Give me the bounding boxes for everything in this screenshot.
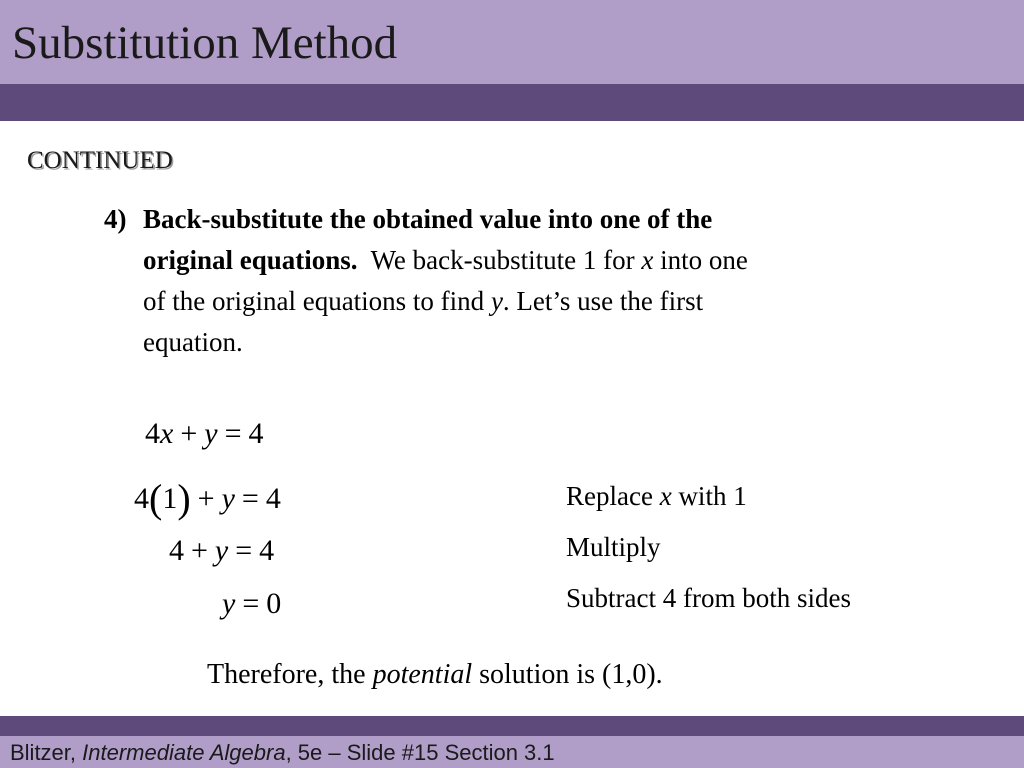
equation-2 xyxy=(134,476,281,521)
footer-citation xyxy=(10,742,555,764)
equation-1 xyxy=(145,419,264,449)
step-line4: equation. xyxy=(143,327,243,357)
conclusion-post: solution is (1,0). xyxy=(472,659,663,690)
conclusion xyxy=(207,661,663,689)
eq4-equals: = xyxy=(242,587,260,620)
equation-4 xyxy=(222,589,281,619)
title-divider-bar xyxy=(0,84,1024,121)
eq4-var-y: y xyxy=(222,587,236,620)
eq2-coef: 4 xyxy=(134,482,149,515)
eq1-equals: = xyxy=(224,417,242,450)
var-y: y xyxy=(490,286,503,316)
step-text-a: We back-substitute 1 for xyxy=(370,245,642,275)
eq1-var-y: y xyxy=(204,417,218,450)
footer-author: Blitzer, xyxy=(10,740,83,765)
note-subtract: Subtract 4 from both sides xyxy=(566,583,851,613)
eq3-rhs: 4 xyxy=(259,534,275,567)
footer-slide-info: , 5e – Slide #15 Section 3.1 xyxy=(285,740,555,765)
step-heading-line2: original equations. xyxy=(143,245,358,275)
step-line2 xyxy=(143,240,933,281)
eq2-rhs: 4 xyxy=(265,482,281,515)
footer-divider-bar xyxy=(0,716,1024,736)
eq3-equals: = xyxy=(235,534,253,567)
eq3-lhs: 4 xyxy=(169,534,184,567)
eq4-rhs: 0 xyxy=(266,587,282,620)
eq2-value: 1 xyxy=(162,482,178,515)
slide-title: Substitution Method xyxy=(12,17,398,69)
footer-book-title: Intermediate Algebra xyxy=(82,740,286,765)
conclusion-pre: Therefore, the xyxy=(207,659,373,690)
eq1-coef: 4 xyxy=(145,417,160,450)
eq3-var-y: y xyxy=(214,534,229,567)
eq2-lparen: ( xyxy=(149,476,163,521)
note-replace-post: with 1 xyxy=(671,481,747,511)
step-line3 xyxy=(143,281,933,322)
step-text xyxy=(143,199,933,363)
equation-3 xyxy=(169,536,274,566)
note-replace xyxy=(566,483,747,510)
eq3-plus: + xyxy=(191,534,208,567)
eq2-plus: + xyxy=(197,482,215,515)
eq2-var-y: y xyxy=(221,482,235,515)
step-text-d: . Let’s use the first xyxy=(502,286,704,316)
continued-label: CONTINUED xyxy=(27,147,173,174)
note-replace-var: x xyxy=(659,481,672,511)
eq1-var-x: x xyxy=(160,417,174,450)
note-multiply: Multiply xyxy=(566,532,661,562)
eq2-rparen: ) xyxy=(177,476,191,521)
eq1-plus: + xyxy=(180,417,198,450)
step-text-c: of the original equations to find xyxy=(143,286,491,316)
eq1-rhs: 4 xyxy=(248,417,264,450)
step-number: 4) xyxy=(104,204,127,234)
conclusion-italic: potential xyxy=(372,659,473,690)
var-x: x xyxy=(641,245,654,275)
note-replace-pre: Replace xyxy=(566,481,660,511)
eq2-equals: = xyxy=(241,482,259,515)
step-heading-line1: Back-substitute the obtained value into one of the xyxy=(143,204,713,234)
step-text-b: into one xyxy=(653,245,748,275)
